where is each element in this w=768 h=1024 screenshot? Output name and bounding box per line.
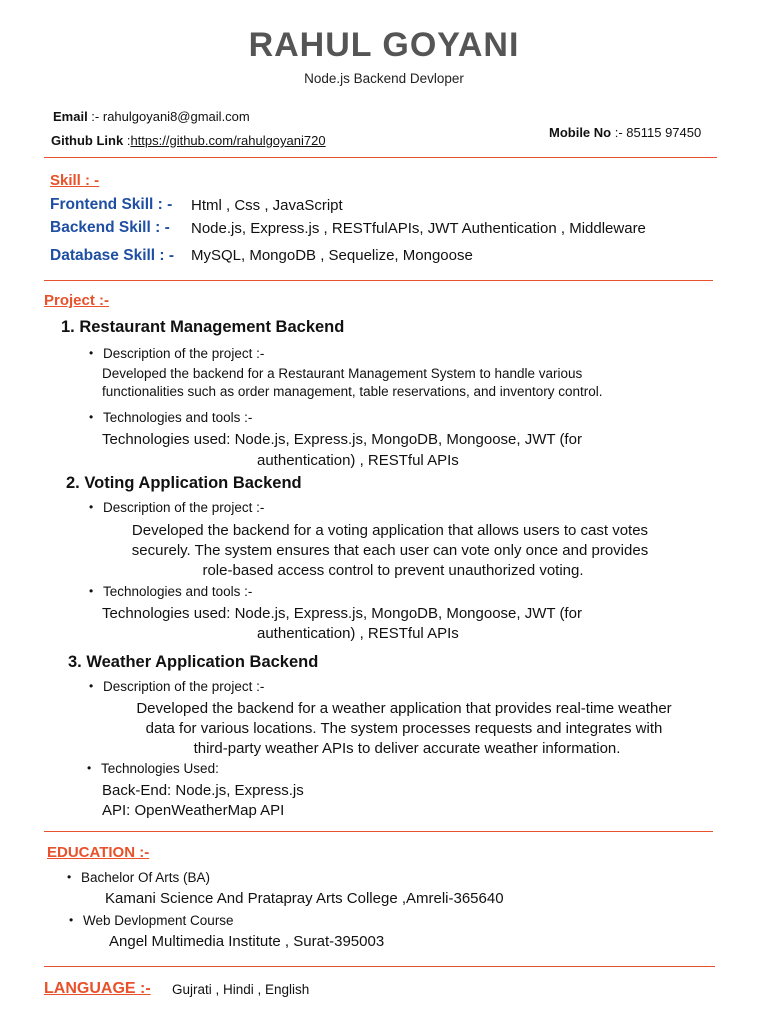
backend-skill-value: Node.js, Express.js , RESTfulAPIs, JWT Authentication , Middleware <box>191 220 646 237</box>
project-2-desc-line1: Developed the backend for a voting application that allows users to cast votes <box>131 522 649 539</box>
database-skill-value: MySQL, MongoDB , Sequelize, Mongoose <box>191 247 473 264</box>
email-value: rahulgoyani8@gmail.com <box>102 109 250 124</box>
education-item-2-value: Angel Multimedia Institute , Surat-395003 <box>109 933 385 950</box>
project-1-title: 1. Restaurant Management Backend <box>61 318 345 336</box>
education-item-1-value: Kamani Science And Pratapray Arts College ,Amreli-365640 <box>105 890 504 907</box>
project-2-desc-label: • Description of the project :- <box>103 500 264 515</box>
language-heading: LANGUAGE :- <box>44 980 151 997</box>
divider <box>44 280 713 281</box>
candidate-name: RAHUL GOYANI <box>248 26 520 64</box>
mobile-value: 85115 97450 <box>626 125 702 140</box>
project-1-tech-line1: Technologies used: Node.js, Express.js, MongoDB, Mongoose, JWT (for <box>102 431 582 448</box>
project-1-desc-label: • Description of the project :- <box>103 346 264 361</box>
education-heading: EDUCATION :- <box>47 844 150 861</box>
mobile-separator: :- <box>611 125 627 140</box>
education-item-2-label: • Web Devlopment Course <box>83 913 234 928</box>
project-1-tech-line2: authentication) , RESTful APIs <box>257 452 459 469</box>
project-3-desc-label: • Description of the project :- <box>103 679 264 694</box>
skills-heading: Skill : - <box>50 172 100 189</box>
backend-skill-label: Backend Skill : - <box>50 219 170 236</box>
frontend-skill-label: Frontend Skill : - <box>50 196 173 213</box>
project-3-desc-line2: data for various locations. The system processes requests and integrates with <box>145 720 663 737</box>
mobile-label: Mobile No <box>549 125 612 140</box>
github-link[interactable]: https://github.com/rahulgoyani720 <box>130 133 326 148</box>
frontend-skill-value: Html , Css , JavaScript <box>191 197 343 214</box>
project-2-desc-line2: securely. The system ensures that each user can vote only once and provides <box>131 542 649 559</box>
github-label: Github Link <box>51 133 124 148</box>
project-1-tech-label: • Technologies and tools :- <box>103 410 252 425</box>
project-3-tech-line2: API: OpenWeatherMap API <box>102 802 285 819</box>
divider <box>44 831 713 832</box>
project-3-tech-line1: Back-End: Node.js, Express.js <box>102 782 304 799</box>
project-3-desc-line1: Developed the backend for a weather application that provides real-time weather <box>136 700 672 717</box>
mobile-line <box>549 125 701 140</box>
github-separator: : <box>123 133 131 148</box>
email-label: Email <box>53 109 88 124</box>
project-2-title: 2. Voting Application Backend <box>66 474 302 492</box>
job-title: Node.js Backend Devloper <box>304 71 464 86</box>
divider <box>44 966 715 967</box>
education-item-1-label: • Bachelor Of Arts (BA) <box>81 870 210 885</box>
email-line <box>53 109 250 124</box>
project-3-desc-line3: third-party weather APIs to deliver accurate weather information. <box>193 740 621 757</box>
divider <box>44 157 717 158</box>
email-separator: :- <box>87 109 103 124</box>
language-value: Gujrati , Hindi , English <box>172 982 310 997</box>
project-2-tech-label: • Technologies and tools :- <box>103 584 252 599</box>
github-line <box>51 133 326 148</box>
project-1-desc-line1: Developed the backend for a Restaurant Management System to handle various <box>102 366 583 381</box>
project-heading: Project :- <box>44 292 110 309</box>
project-3-title: 3. Weather Application Backend <box>68 653 319 671</box>
database-skill-label: Database Skill : - <box>50 247 175 264</box>
project-1-desc-line2: functionalities such as order management, table reservations, and inventory control. <box>102 384 603 399</box>
project-2-desc-line3: role-based access control to prevent unauthorized voting. <box>202 562 584 579</box>
project-3-tech-label: • Technologies Used: <box>101 761 219 776</box>
project-2-tech-line2: authentication) , RESTful APIs <box>257 625 459 642</box>
project-2-tech-line1: Technologies used: Node.js, Express.js, MongoDB, Mongoose, JWT (for <box>102 605 582 622</box>
